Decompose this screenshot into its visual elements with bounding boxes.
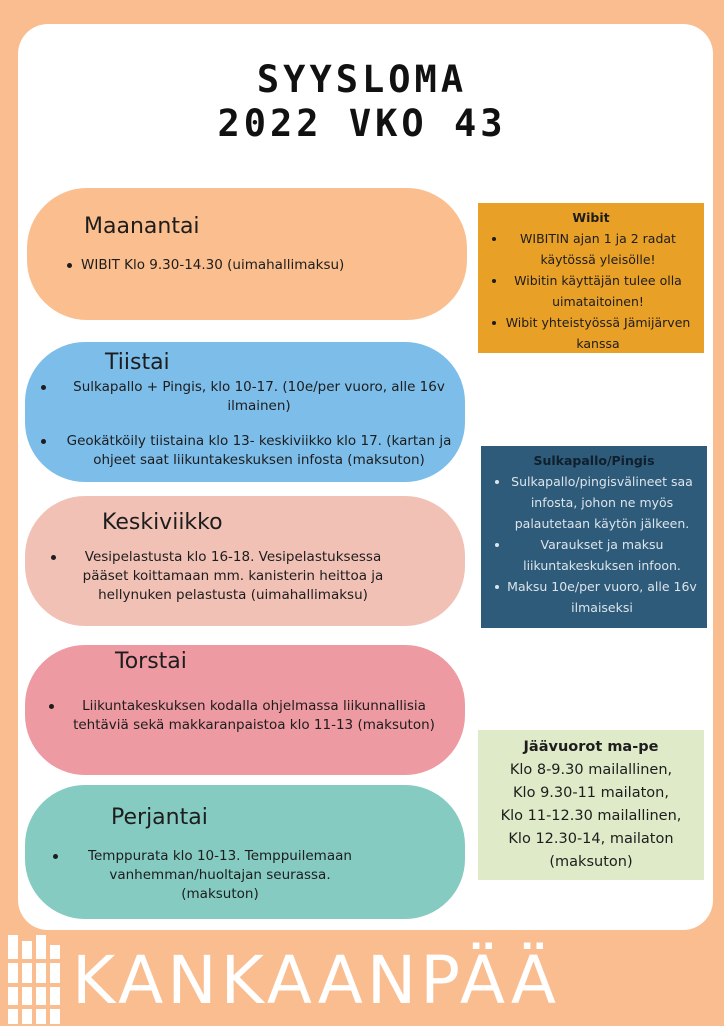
bullet-icon [495, 480, 499, 484]
bullet-icon [41, 439, 46, 444]
bullet-icon [492, 279, 496, 283]
bullet-icon [67, 263, 72, 268]
wednesday-list [47, 548, 397, 619]
list-item [45, 697, 441, 735]
list-item [63, 256, 363, 275]
list-item [478, 228, 704, 270]
wibit-info-box [478, 203, 704, 353]
monday-card [27, 188, 467, 320]
wibit-list [478, 228, 704, 354]
bullet-icon [49, 704, 54, 709]
bullet-icon [51, 555, 56, 560]
list-item-text: Temppurata klo 10-13. Temppuilemaan vanhemman/huoltajan seurassa. (maksuton) [88, 848, 352, 902]
list-item [481, 534, 707, 576]
badminton-list [481, 471, 707, 618]
friday-list [49, 847, 369, 918]
list-item-text: Vesipelastusta klo 16-18. Vesipelastuksessa pääset koittamaan mm. kanisterin heittoa ja hellynuken pelastusta (uimahallimaksu) [82, 549, 384, 603]
day-name-monday: Maanantai [84, 214, 200, 239]
list-item [481, 471, 707, 534]
list-item-text: Wibitin käyttäjän tulee olla uimataitoinen! [514, 273, 682, 309]
ice-hours-line: Klo 8-9.30 mailallinen, [509, 762, 673, 778]
title-line-1: SYYSLOMA [256, 58, 468, 101]
list-item [481, 576, 707, 618]
ice-hours-line: Klo 9.30-11 mailaton, [513, 785, 669, 801]
badminton-info-box [481, 446, 707, 628]
bullet-icon [53, 854, 58, 859]
tuesday-list [39, 378, 453, 484]
bullet-icon [495, 585, 499, 589]
list-item-text: WIBITIN ajan 1 ja 2 radat käytössä yleisölle! [520, 231, 676, 267]
bullet-icon [41, 385, 46, 390]
tuesday-card [25, 342, 465, 482]
ice-hours-line: (maksuton) [549, 854, 633, 870]
logo-building-icon [8, 935, 60, 1024]
list-item [49, 847, 369, 904]
list-item [39, 432, 453, 470]
bullet-icon [495, 543, 499, 547]
list-item [478, 270, 704, 312]
thursday-list [45, 697, 441, 749]
day-name-thursday: Torstai [115, 649, 187, 674]
ice-hours-line: Klo 11-12.30 mailallinen, [500, 808, 682, 824]
badminton-title: Sulkapallo/Pingis [533, 453, 655, 468]
friday-card [25, 785, 465, 919]
page-title [0, 58, 724, 146]
wibit-title: Wibit [572, 210, 610, 225]
list-item [478, 312, 704, 354]
ice-hours-title: Jäävuorot ma-pe [523, 739, 659, 755]
list-item-text: Varaukset ja maksu liikuntakeskuksen infoon. [523, 537, 681, 573]
bullet-icon [492, 321, 496, 325]
list-item-text: Liikuntakeskuksen kodalla ohjelmassa liikunnallisia tehtäviä sekä makkaranpaistoa klo 11-13 (maksuton) [73, 698, 435, 733]
day-name-wednesday: Keskiviikko [102, 510, 223, 535]
list-item-text: Sulkapallo/pingisvälineet saa infosta, johon ne myös palautetaan käytön jälkeen. [511, 474, 693, 531]
list-item-text: Geokätköily tiistaina klo 13- keskiviikko klo 17. (kartan ja ohjeet saat liikuntakeskuksen infosta (maksuton) [66, 433, 452, 468]
list-item-text: Maksu 10e/per vuoro, alle 16v ilmaiseksi [507, 579, 697, 615]
list-item [47, 548, 397, 605]
logo-wordmark: KANKAANPÄÄ [72, 942, 560, 1019]
ice-hours-line: Klo 12.30-14, mailaton [508, 831, 674, 847]
title-line-2: 2022 VKO 43 [217, 102, 507, 145]
list-item-text: Sulkapallo + Pingis, klo 10-17. (10e/per vuoro, alle 16v ilmainen) [73, 379, 445, 414]
day-name-friday: Perjantai [111, 805, 208, 830]
day-name-tuesday: Tiistai [105, 350, 170, 375]
bullet-icon [492, 237, 496, 241]
monday-list [63, 256, 363, 289]
thursday-card [25, 645, 465, 775]
wednesday-card [25, 496, 465, 626]
list-item-text: WIBIT Klo 9.30-14.30 (uimahallimaksu) [81, 257, 345, 273]
ice-hours-box [478, 730, 704, 880]
list-item-text: Wibit yhteistyössä Jämijärven kanssa [505, 315, 691, 351]
list-item [39, 378, 453, 416]
